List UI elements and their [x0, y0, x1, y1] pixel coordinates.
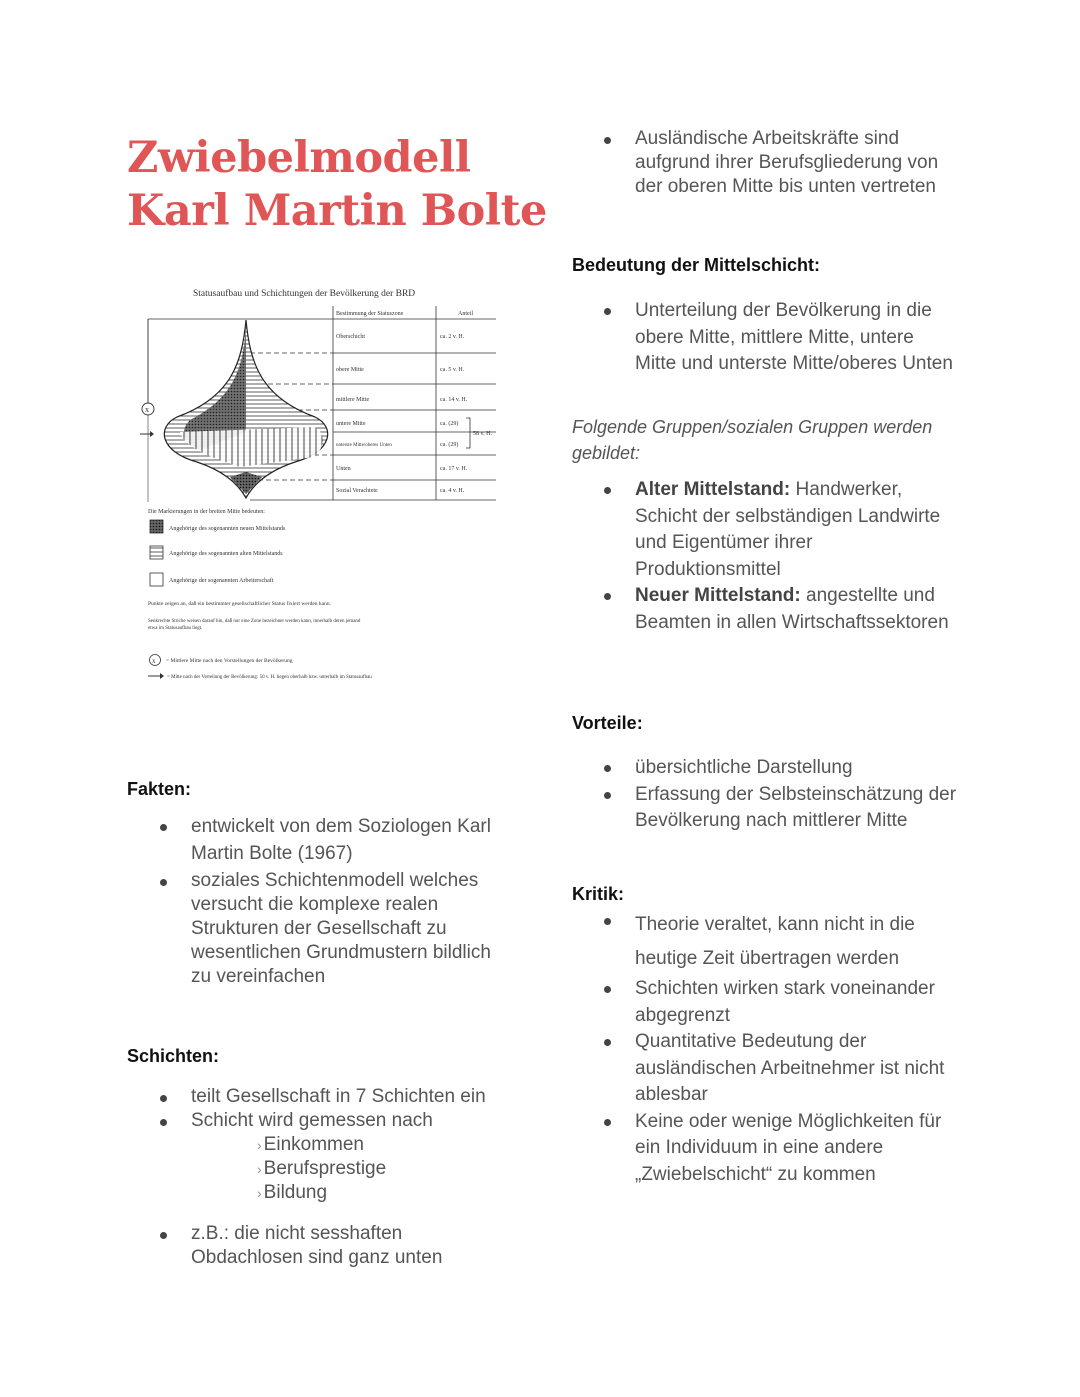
- groups-intro: Folgende Gruppen/sozialen Gruppen werden gebildet:: [572, 417, 933, 463]
- title-line-1: Zwiebelmodell: [127, 133, 471, 183]
- row-share-7: ca. 4 v. H.: [440, 488, 465, 494]
- bedeutung-item: Unterteilung der Bevölkerung in die obere Mitte, mittlere Mitte, untere Mitte und unterste Mitte/oberes Unten: [635, 298, 955, 378]
- schichten-heading: Schichten:: [127, 1046, 220, 1066]
- row-zone-1: Oberschicht: [336, 334, 365, 340]
- legend-item-2: Angehörige des sogenannten alten Mittelstands: [169, 551, 283, 557]
- svg-text:x: x: [145, 405, 149, 414]
- sub-item-berufsprestige: › Berufsprestige: [257, 1158, 387, 1179]
- title-line-2: Karl Martin Bolte: [127, 186, 547, 236]
- kritik-item-4: Keine oder wenige Möglichkeiten für ein Individuum in eine andere „Zwiebelschicht“ zu kommen: [635, 1109, 960, 1189]
- group-2-label: Neuer Mittelstand:: [635, 585, 801, 606]
- row-share-2: ca. 5 v. H.: [440, 367, 465, 373]
- figure-note-2b: etwa im Statusaufbau liegt.: [148, 626, 203, 631]
- kritik-list: [635, 908, 960, 1188]
- group-1-label: Alter Mittelstand:: [635, 479, 791, 500]
- schichten-item-3: z.B.: die nicht sesshaften Obdachlosen sind ganz unten: [191, 1222, 461, 1270]
- row-share-3: ca. 14 v. H.: [440, 397, 468, 403]
- fakten-heading: Fakten:: [127, 779, 192, 799]
- row-share-6: ca. 17 v. H.: [440, 466, 468, 472]
- kritik-heading: Kritik:: [572, 884, 625, 904]
- vorteile-item-1: übersichtliche Darstellung: [635, 755, 965, 782]
- vorteile-item-2: Erfassung der Selbsteinschätzung der Bevölkerung nach mittlerer Mitte: [635, 782, 965, 835]
- row-zone-5: unterste Mitte/oberes Unten: [336, 443, 392, 448]
- row-share-4: ca. (29): [440, 421, 459, 427]
- bedeutung-list: [635, 298, 955, 378]
- sub-item-bildung: › Bildung: [257, 1182, 328, 1203]
- groups-list: [635, 477, 960, 636]
- sub-item-einkommen: › Einkommen: [257, 1134, 364, 1155]
- bracket-share: 58 v. H.: [473, 431, 492, 437]
- row-zone-3: mittlere Mitte: [336, 397, 370, 403]
- marker-x-note: = Mittlere Mitte nach den Vorstellungen der Bevölkerung: [166, 658, 293, 664]
- fakten-list: [191, 814, 511, 989]
- col-header-share: Anteil: [458, 311, 473, 317]
- right-top-item: Ausländische Arbeitskräfte sind aufgrund ihrer Berufsgliederung von der oberen Mitte bis unten vertreten: [635, 127, 965, 199]
- figure-caption: Statusaufbau und Schichtungen der Bevölkerung der BRD: [193, 289, 416, 299]
- row-zone-6: Unten: [336, 466, 351, 472]
- row-zone-2: obere Mitte: [336, 367, 364, 373]
- legend-intro: Die Markierungen in der breiten Mitte bedeuten:: [148, 509, 265, 515]
- row-zone-4: untere Mitte: [336, 421, 366, 427]
- col-header-zone: Bestimmung der Statuszone: [336, 311, 404, 317]
- row-zone-7: Sozial Verachtete: [336, 488, 378, 494]
- schichten-item-1: teilt Gesellschaft in 7 Schichten ein: [191, 1085, 511, 1109]
- schichten-list: [191, 1085, 511, 1270]
- kritik-item-1: Theorie veraltet, kann nicht in die heutige Zeit übertragen werden: [635, 908, 960, 976]
- schichten-item-2: [191, 1109, 511, 1205]
- page-title: [127, 132, 547, 238]
- row-share-5: ca. (29): [440, 442, 459, 448]
- figure-note-2a: Senkrechte Striche weisen darauf hin, daß nur eine Zone bezeichnet werden kann, innerhalb deren jemand: [148, 619, 361, 624]
- vorteile-list: [635, 755, 965, 835]
- row-share-1: ca. 2 v. H.: [440, 334, 465, 340]
- bedeutung-heading: Bedeutung der Mittelschicht:: [572, 255, 821, 275]
- right-top-list: [635, 127, 965, 199]
- svg-text:x: x: [152, 657, 156, 665]
- schichten-item-2-text: Schicht wird gemessen nach: [191, 1110, 433, 1131]
- legend-item-3: Angehörige der sogenannten Arbeiterschaft: [169, 578, 274, 584]
- onion-model-figure: [140, 282, 510, 692]
- fakten-item-2: soziales Schichtenmodell welches versucht die komplexe realen Strukturen der Gesellschaft zu wesentlichen Grundmustern bildlich zu vereinfachen: [191, 869, 511, 989]
- group-neuer-mittelstand: Neuer Mittelstand: angestellte und Beamten in allen Wirtschaftssektoren: [635, 583, 960, 636]
- legend-item-1: Angehörige des sogenannten neuen Mittelstands: [169, 526, 286, 532]
- kritik-item-2: Schichten wirken stark voneinander abgegrenzt: [635, 976, 960, 1029]
- figure-note-1: Punkte zeigen an, daß ein bestimmter gesellschaftlicher Status fixiert werden kann.: [148, 601, 331, 607]
- onion-diagram: [140, 282, 510, 692]
- marker-arrow-note: = Mitte nach der Verteilung der Bevölkerung: 50 v. H. liegen oberhalb bzw. unterhalb im Statusaufbau: [167, 675, 372, 680]
- group-alter-mittelstand: Alter Mittelstand: Handwerker, Schicht der selbständigen Landwirte und Eigentümer ihrer Produktionsmittel: [635, 477, 960, 583]
- kritik-item-3: Quantitative Bedeutung der ausländischen Arbeitnehmer ist nicht ablesbar: [635, 1029, 960, 1109]
- vorteile-heading: Vorteile:: [572, 713, 643, 733]
- fakten-item-1: entwickelt von dem Soziologen Karl Martin Bolte (1967): [191, 814, 511, 867]
